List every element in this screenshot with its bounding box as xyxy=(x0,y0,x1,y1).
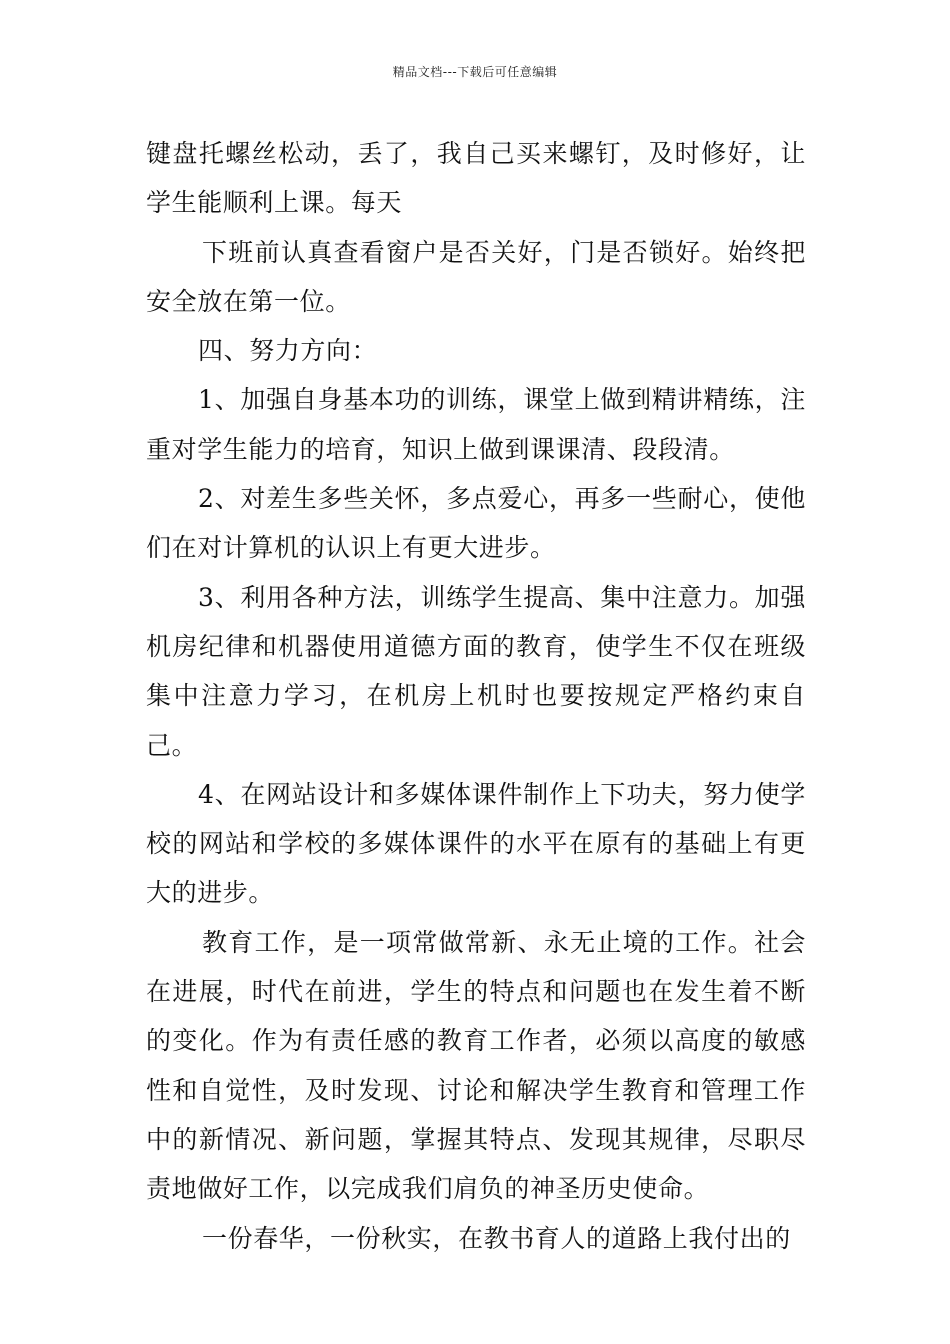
paragraph-conclusion: 教育工作，是一项常做常新、永无止境的工作。社会在进展，时代在前进，学生的特点和问题也在发生着不断的变化。作为有责任感的教育工作者，必须以高度的敏感性和自觉性，及时发现、讨论和解决学生教育和管理工作中的新情况、新问题，掌握其特点、发现其规律，尽职尽责地做好工作，以完成我们肩负的神圣历史使命。 xyxy=(146,927,806,1204)
paragraph-1: 键盘托螺丝松动，丢了，我自己买来螺钉，及时修好，让学生能顺利上课。每天 xyxy=(146,139,806,218)
list-item-3: 3、利用各种方法，训练学生提高、集中注意力。加强机房纪律和机器使用道德方面的教育，使学生不仅在班级集中注意力学习，在机房上机时也要按规定严格约束自己。 xyxy=(146,582,806,760)
document-body xyxy=(146,129,806,1263)
list-item-2: 2、对差生多些关怀，多点爱心，再多一些耐心，使他们在对计算机的认识上有更大进步。 xyxy=(146,484,806,563)
page-header: 精品文档---下载后可任意编辑 xyxy=(392,65,558,79)
list-item-1: 1、加强自身基本功的训练，课堂上做到精讲精练，注重对学生能力的培育，知识上做到课课清、段段清。 xyxy=(146,385,806,464)
paragraph-2: 下班前认真查看窗户是否关好，门是否锁好。始终把安全放在第一位。 xyxy=(146,237,806,316)
list-item-4: 4、在网站设计和多媒体课件制作上下功夫，努力使学校的网站和学校的多媒体课件的水平在原有的基础上有更大的进步。 xyxy=(146,779,806,908)
paragraph-final: 一份春华，一份秋实，在教书育人的道路上我付出的 xyxy=(202,1223,791,1253)
section-heading: 四、努力方向： xyxy=(198,336,378,366)
